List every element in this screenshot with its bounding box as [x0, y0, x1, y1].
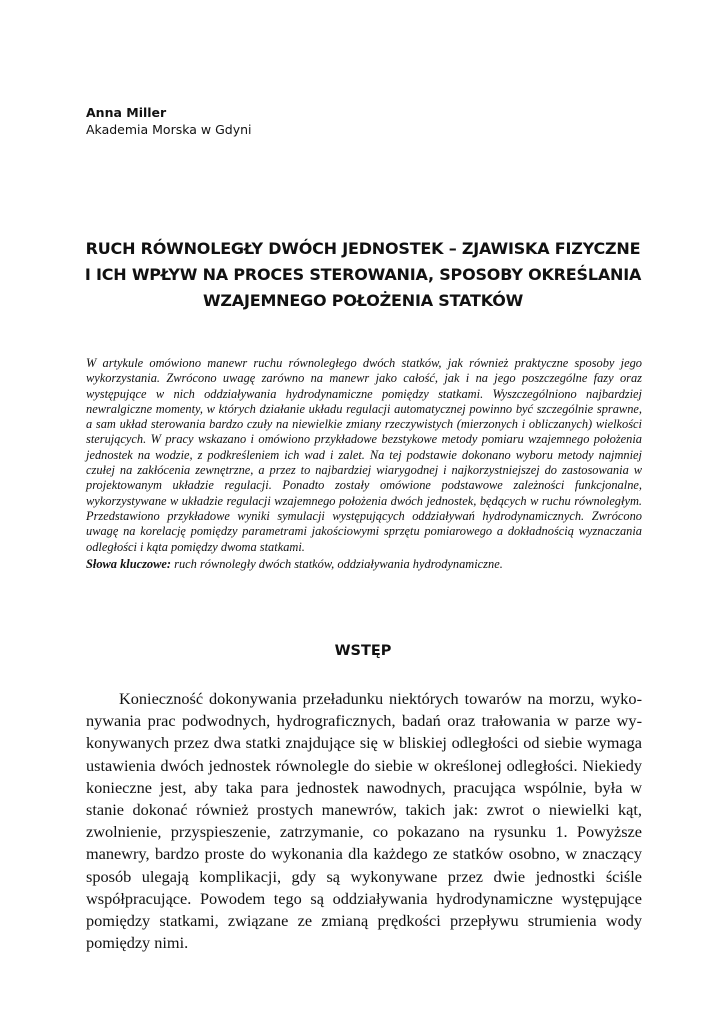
title-line-1: RUCH RÓWNOLEGŁY DWÓCH JEDNOSTEK – ZJAWISKA FIZYCZNE	[85, 239, 641, 258]
body-paragraph: Konieczność dokonywania przeładunku niektórych towarów na morzu, wykonywania prac podwodnych, hydrograficznych, badań oraz trałowania w parze wykonywanych przez dwa statki znajdujące się w bliskiej odległości od siebie wymaga ustawienia dwóch jednostek równolegle do siebie w określonej odległości. Niekiedy konieczne jest, aby taka para jednostek nawodnych, pracująca wspólnie, była w stanie dokonać również prostych manewrów, takich jak: zwrot o niewielki kąt, zwolnienie, przyspieszenie, zatrzymanie, co pokazano na rysunku 1. Powyższe manewry, bardzo proste do wykonania dla każdego ze statków osobno, w znaczący sposób ulegają komplikacji, gdy są wykonywane przez dwie jednostki ściśle współpracujące. Powodem tego są oddziaływania hydrodynamiczne występujące pomiędzy statkami, związane ze zmianą prędkości przepływu strumienia wody pomiędzy nimi.	[86, 689, 642, 953]
keywords-text: ruch równoległy dwóch statków, oddziaływania hydrodynamiczne.	[171, 556, 503, 571]
paper-title	[70, 236, 656, 314]
section-heading: WSTĘP	[334, 643, 392, 659]
author-affiliation: Akademia Morska w Gdyni	[86, 122, 252, 137]
keywords-label: Słowa kluczowe:	[86, 556, 172, 571]
abstract-text: W artykule omówiono manewr ruchu równoległego dwóch statków, jak również praktyczne sposoby jego wykorzystania. Zwrócono uwagę zarówno na manewr jako całość, jak i na jego poszczególne fazy oraz występujące w nich oddziaływania hydrodynamiczne pomiędzy statkami. Wyszczególniono najbardziej newralgiczne momenty, w których działanie układu regulacji automatycznej powinno być szczególnie sprawne, a sam układ sterowania bardzo czuły na niewielkie zmiany rzeczywistych (mierzonych i obliczanych) wielkości sterujących. W pracy wskazano i omówiono przykładowe bezstykowe metody pomiaru wzajemnego położenia jednostek na wodzie, z podkreśleniem ich wad i zalet. Na tej podstawie dokonano wyboru metody najmniej czułej na zakłócenia zewnętrzne, a przez to najbardziej wiarygodnej i najkorzystniejszej do zastosowania w projektowanym układzie regulacji. Ponadto zostały omówione podstawowe zależności funkcjonalne, wykorzystywane w układzie regulacji wzajemnego położenia dwóch jednostek, będących w ruchu równoległym. Przedstawiono przykładowe wyniki symulacji występujących oddziaływań hydrodynamicznych. Zwrócono uwagę na korelację pomiędzy parametrami jakościowymi sprzętu pomiarowego a dokładnością wyznaczania odległości i kąta pomiędzy dwoma statkami.	[86, 356, 642, 554]
title-line-3: WZAJEMNEGO POŁOŻENIA STATKÓW	[202, 291, 524, 310]
title-line-2: I ICH WPŁYW NA PROCES STEROWANIA, SPOSOBY OKREŚLANIA	[84, 265, 642, 284]
abstract	[86, 356, 642, 572]
author-block	[86, 104, 252, 138]
author-name: Anna Miller	[86, 105, 167, 120]
keywords	[86, 557, 642, 572]
